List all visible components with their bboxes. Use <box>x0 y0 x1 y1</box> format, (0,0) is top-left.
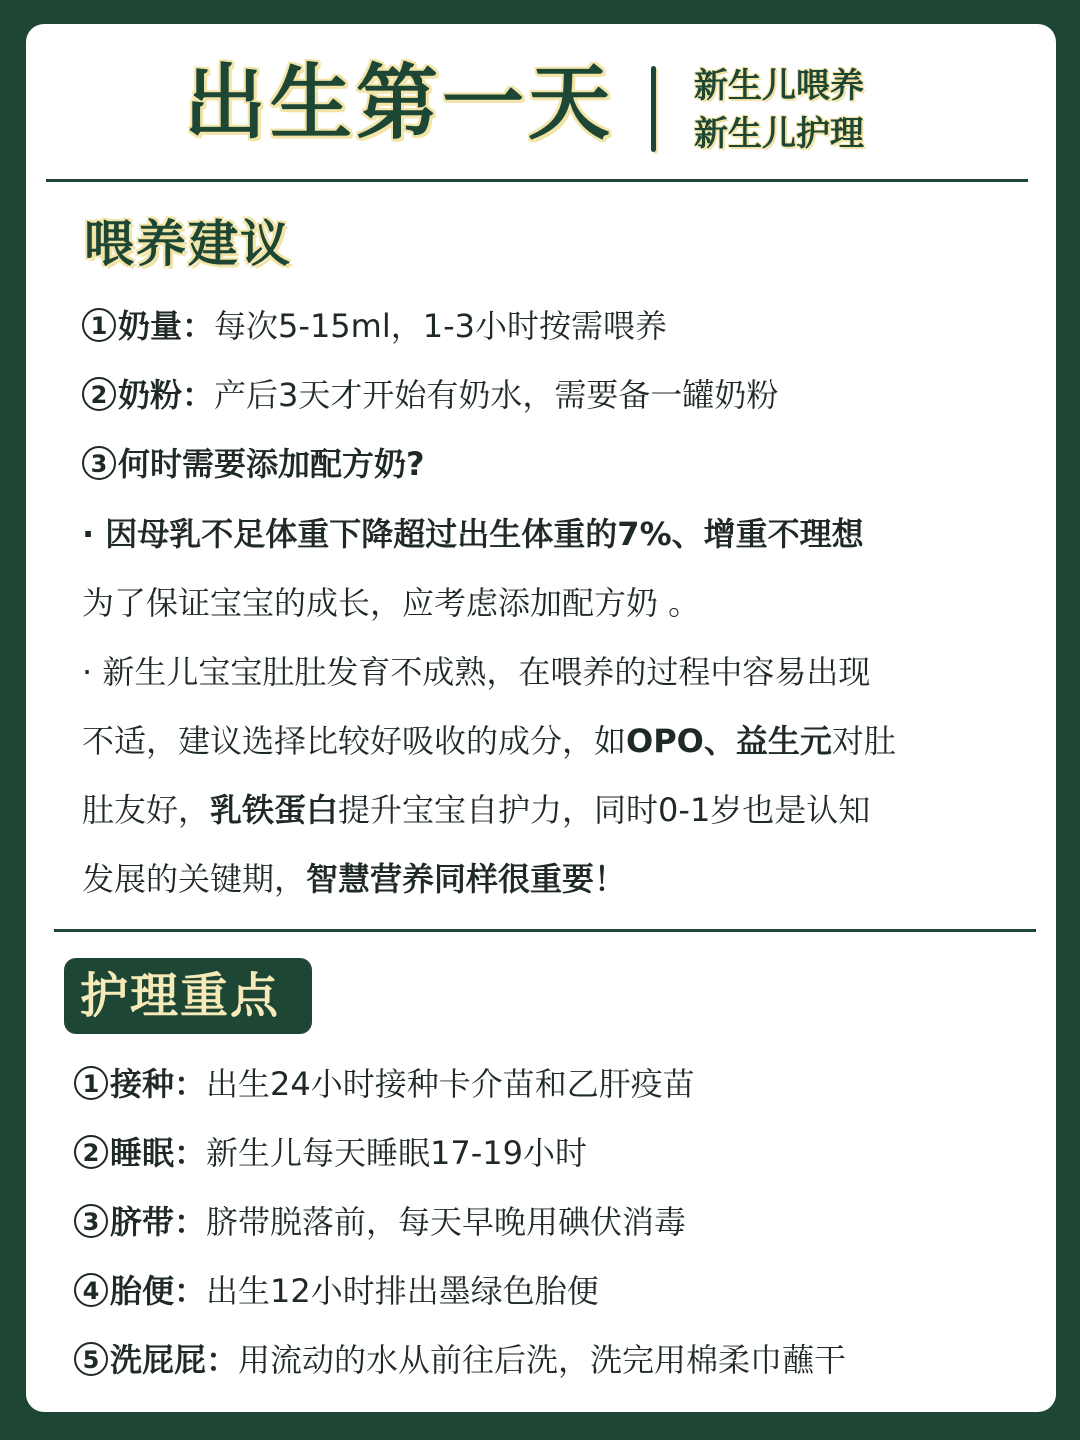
care-item-vaccination <box>74 1062 695 1106</box>
number-badge: 2 <box>82 377 116 411</box>
item-text: 出生12小时排出墨绿色胎便 <box>206 1272 599 1310</box>
number-badge: 1 <box>82 308 116 342</box>
item-separator: ： <box>182 376 215 414</box>
item-text: 每次5-15ml，1-3小时按需喂养 <box>214 307 667 345</box>
item-text: 新生儿每天睡眠17-19小时 <box>206 1134 588 1172</box>
page-title: 出生第一天 <box>184 56 615 151</box>
paragraph-2-line-2 <box>82 719 896 763</box>
item-separator: ： <box>174 1203 207 1241</box>
item-label: 睡眠 <box>110 1134 175 1172</box>
feeding-item-milk-amount <box>82 304 667 348</box>
title-divider <box>651 66 656 152</box>
text-segment: 肚友好， <box>82 791 211 829</box>
number-badge: 3 <box>74 1204 108 1238</box>
item-label: 奶量 <box>118 307 183 345</box>
header-divider <box>46 179 1028 182</box>
feeding-item-formula <box>82 373 778 417</box>
text-segment: 对肚 <box>831 722 896 760</box>
care-item-meconium <box>74 1269 599 1313</box>
care-item-washing <box>74 1338 846 1382</box>
text-segment: 发展的关键期， <box>82 860 307 898</box>
care-item-umbilical-cord <box>74 1200 686 1244</box>
item-text: 用流动的水从前往后洗，洗完用棉柔巾蘸干 <box>238 1341 847 1379</box>
subtitle-care: 新生儿护理 <box>694 114 864 154</box>
item-label: 接种 <box>110 1065 175 1103</box>
text-segment: 提升宝宝自护力，同时0-1岁也是认知 <box>338 791 871 829</box>
paragraph-1-line-1: · 因母乳不足体重下降超过出生体重的7%、增重不理想 <box>82 515 864 553</box>
paragraph-2-line-4 <box>82 857 626 901</box>
item-label: 洗屁屁 <box>110 1341 207 1379</box>
feeding-heading: 喂养建议 <box>84 215 292 273</box>
subtitle-feeding: 新生儿喂养 <box>694 66 864 106</box>
paragraph-2-line-1: · 新生儿宝宝肚肚发育不成熟，在喂养的过程中容易出现 <box>82 653 871 691</box>
item-separator: ： <box>174 1134 207 1172</box>
item-label: 胎便 <box>110 1272 175 1310</box>
item-label: 何时需要添加配方奶? <box>118 445 425 483</box>
number-badge: 4 <box>74 1273 108 1307</box>
item-text: 脐带脱落前，每天早晚用碘伏消毒 <box>206 1203 687 1241</box>
highlight-smart-nutrition: 智慧营养同样很重要！ <box>306 860 627 898</box>
paragraph-2-line-3 <box>82 788 870 832</box>
item-separator: ： <box>206 1341 239 1379</box>
content-card <box>26 24 1056 1412</box>
highlight-lactoferrin: 乳铁蛋白 <box>210 791 339 829</box>
item-text: 出生24小时接种卡介苗和乙肝疫苗 <box>206 1065 695 1103</box>
page-header <box>26 24 1056 180</box>
care-heading: 护理重点 <box>80 968 281 1024</box>
care-item-sleep <box>74 1131 587 1175</box>
item-separator: ： <box>182 307 215 345</box>
paragraph-1-line-2: 为了保证宝宝的成长，应考虑添加配方奶 。 <box>82 584 701 622</box>
number-badge: 2 <box>74 1135 108 1169</box>
section-divider <box>54 929 1036 932</box>
highlight-opo-prebiotics: OPO、益生元 <box>626 722 832 760</box>
feeding-item-when-formula <box>82 442 425 486</box>
care-heading-tag <box>64 958 312 1034</box>
text-segment: 不适，建议选择比较好吸收的成分，如 <box>82 722 627 760</box>
number-badge: 5 <box>74 1342 108 1376</box>
item-label: 脐带 <box>110 1203 175 1241</box>
item-separator: ： <box>174 1065 207 1103</box>
item-label: 奶粉 <box>118 376 183 414</box>
number-badge: 1 <box>74 1066 108 1100</box>
item-text: 产后3天才开始有奶水，需要备一罐奶粉 <box>214 376 779 414</box>
item-separator: ： <box>174 1272 207 1310</box>
number-badge: 3 <box>82 446 116 480</box>
